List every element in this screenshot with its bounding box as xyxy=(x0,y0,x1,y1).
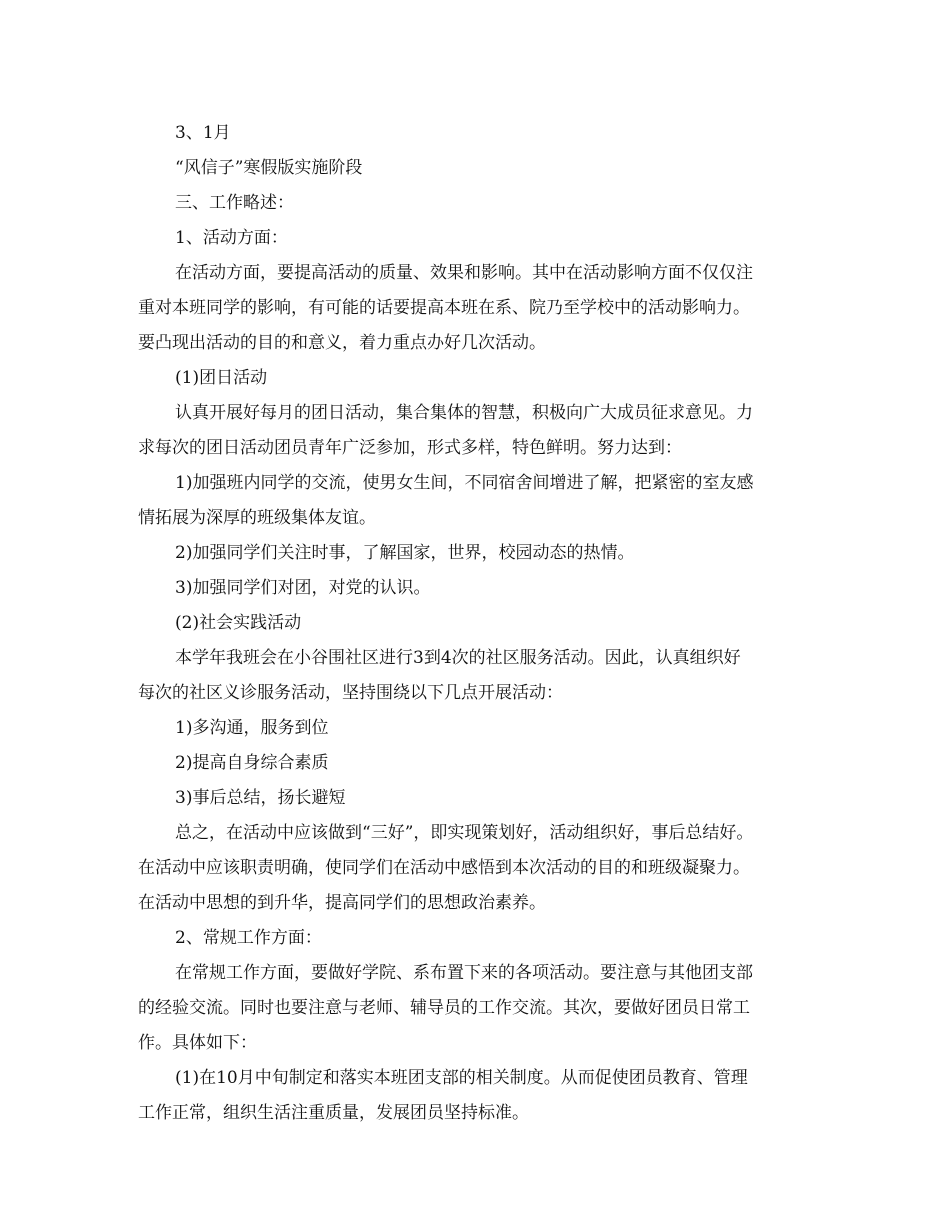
text-line: 3、1月 xyxy=(175,123,231,143)
text-line: 认真开展好每月的团日活动，集合集体的智慧，积极向广大成员征求意见。力 xyxy=(175,403,753,423)
text-line: 1)多沟通，服务到位 xyxy=(175,718,329,738)
text-line: 情拓展为深厚的班级集体友谊。 xyxy=(138,508,376,528)
text-line: “风信子”寒假版实施阶段 xyxy=(175,158,363,178)
text-line: 在活动中思想的到升华，提高同学们的思想政治素养。 xyxy=(138,893,546,913)
text-line: 2)加强同学们关注时事，了解国家，世界，校园动态的热情。 xyxy=(175,543,635,563)
text-line: (2)社会实践活动 xyxy=(175,613,302,633)
text-line: 本学年我班会在小谷围社区进行3到4次的社区服务活动。因此，认真组织好 xyxy=(175,648,741,668)
document-body xyxy=(138,116,828,1131)
text-line: 工作正常，组织生活注重质量，发展团员坚持标准。 xyxy=(138,1103,529,1123)
text-line: 在活动中应该职责明确，使同学们在活动中感悟到本次活动的目的和班级凝聚力。 xyxy=(138,858,750,878)
text-line: 重对本班同学的影响，有可能的话要提高本班在系、院乃至学校中的活动影响力。 xyxy=(138,298,750,318)
text-line: 1、活动方面： xyxy=(175,228,288,248)
text-line: 1)加强班内同学的交流，使男女生间，不同宿舍间增进了解，把紧密的室友感 xyxy=(175,473,754,493)
text-line: 在常规工作方面，要做好学院、系布置下来的各项活动。要注意与其他团支部 xyxy=(175,963,753,983)
text-line: (1)在10月中旬制定和落实本班团支部的相关制度。从而促使团员教育、管理 xyxy=(175,1068,748,1088)
text-line: 求每次的团日活动团员青年广泛参加，形式多样，特色鲜明。努力达到： xyxy=(138,438,682,458)
text-line: 的经验交流。同时也要注意与老师、辅导员的工作交流。其次，要做好团员日常工 xyxy=(138,998,750,1018)
text-line: 作。具体如下： xyxy=(138,1033,257,1053)
text-line: 三、工作略述： xyxy=(175,193,294,213)
text-line: 每次的社区义诊服务活动，坚持围绕以下几点开展活动： xyxy=(138,683,563,703)
text-line: 总之，在活动中应该做到“三好”，即实现策划好，活动组织好，事后总结好。 xyxy=(175,823,754,843)
text-line: 在活动方面，要提高活动的质量、效果和影响。其中在活动影响方面不仅仅注 xyxy=(175,263,753,283)
text-line: (1)团日活动 xyxy=(175,368,268,388)
text-line: 2)提高自身综合素质 xyxy=(175,753,329,773)
text-line: 3)事后总结，扬长避短 xyxy=(175,788,346,808)
text-line: 3)加强同学们对团，对党的认识。 xyxy=(175,578,431,598)
text-line: 2、常规工作方面： xyxy=(175,928,322,948)
text-line: 要凸现出活动的目的和意义，着力重点办好几次活动。 xyxy=(138,333,546,353)
